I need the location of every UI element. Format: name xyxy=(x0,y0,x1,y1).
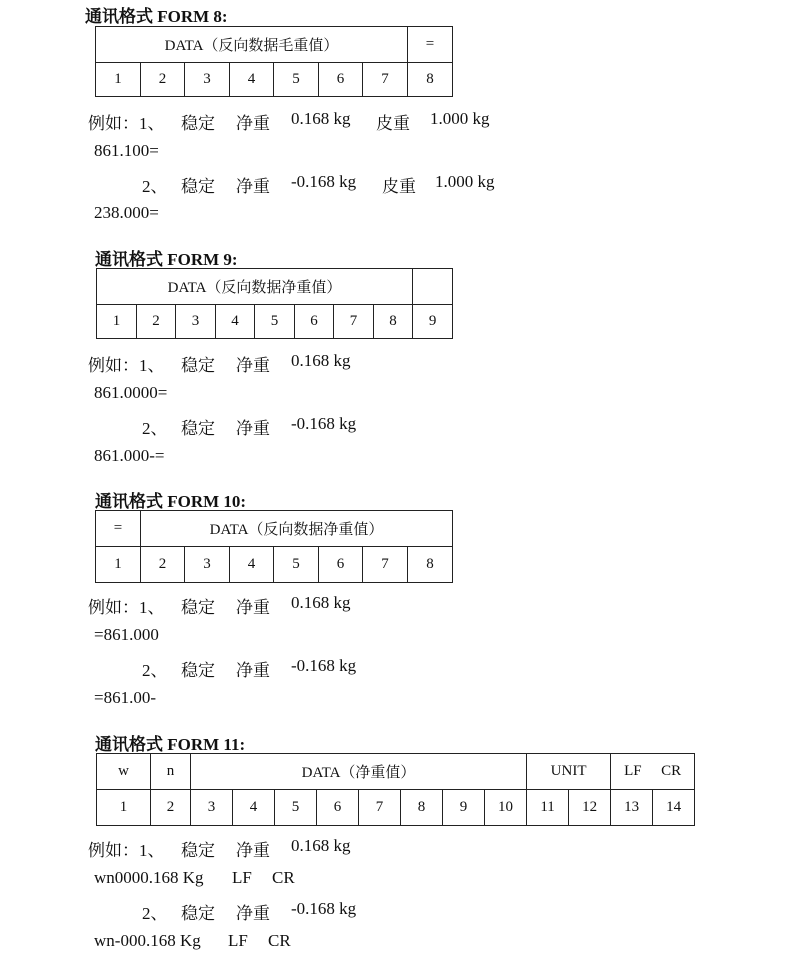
example-tare-label: 皮重 xyxy=(382,177,416,196)
example-status: 稳定 xyxy=(181,661,215,680)
result-lf: LF xyxy=(232,868,252,887)
example-status: 稳定 xyxy=(181,356,215,375)
result-cr: CR xyxy=(272,868,295,887)
example-prefix: 2、 xyxy=(142,661,168,680)
example-mode: 净重 xyxy=(236,356,270,375)
example-status: 稳定 xyxy=(181,904,215,923)
form9-byte-4: 4 xyxy=(216,305,255,339)
form8-byte-7: 7 xyxy=(363,63,408,97)
example-status: 稳定 xyxy=(181,177,215,196)
example-weight: 0.168 kg xyxy=(291,593,351,612)
form9-byte-9: 9 xyxy=(413,305,453,339)
example-prefix: 例如：1、 xyxy=(88,356,165,375)
form11-byte-5: 5 xyxy=(275,790,317,826)
form11-byte-11: 11 xyxy=(527,790,569,826)
form11-data-cell: DATA（净重值） xyxy=(191,754,527,790)
form8-result-1: 861.100= xyxy=(94,141,159,160)
example-prefix: 2、 xyxy=(142,177,168,196)
example-prefix: 例如：1、 xyxy=(88,114,165,133)
form10-byte-7: 7 xyxy=(363,547,408,583)
example-weight: -0.168 kg xyxy=(291,172,357,191)
form10-byte-4: 4 xyxy=(230,547,274,583)
form10-byte-5: 5 xyxy=(274,547,319,583)
form10-title: 通讯格式 FORM 10: xyxy=(95,492,247,511)
form10-byte-6: 6 xyxy=(319,547,363,583)
example-mode: 净重 xyxy=(236,177,270,196)
form11-byte-6: 6 xyxy=(317,790,359,826)
form11-byte-4: 4 xyxy=(233,790,275,826)
result-value: wn0000.168 Kg xyxy=(94,868,204,887)
form9-byte-3: 3 xyxy=(176,305,216,339)
form9-byte-1: 1 xyxy=(97,305,137,339)
form9-title: 通讯格式 FORM 9: xyxy=(95,250,238,269)
form8-title: 通讯格式 FORM 8: xyxy=(85,7,228,26)
form9-table xyxy=(96,268,453,339)
example-tare-value: 1.000 kg xyxy=(435,172,495,191)
example-status: 稳定 xyxy=(181,841,215,860)
result-lf: LF xyxy=(228,931,248,950)
example-mode: 净重 xyxy=(236,114,270,133)
form8-byte-8: 8 xyxy=(408,63,453,97)
form9-byte-7: 7 xyxy=(334,305,374,339)
form11-byte-3: 3 xyxy=(191,790,233,826)
form9-result-2: 861.000-= xyxy=(94,446,165,465)
form11-table xyxy=(96,753,695,826)
form9-byte-2: 2 xyxy=(137,305,176,339)
example-tare-value: 1.000 kg xyxy=(430,109,490,128)
form11-byte-10: 10 xyxy=(485,790,527,826)
example-mode: 净重 xyxy=(236,841,270,860)
form10-data-cell: DATA（反向数据净重值） xyxy=(141,511,453,547)
example-tare-label: 皮重 xyxy=(376,114,410,133)
form10-result-1: =861.000 xyxy=(94,625,159,644)
example-prefix: 2、 xyxy=(142,904,168,923)
example-weight: 0.168 kg xyxy=(291,351,351,370)
form8-result-2: 238.000= xyxy=(94,203,159,222)
form11-byte-8: 8 xyxy=(401,790,443,826)
example-weight: -0.168 kg xyxy=(291,414,357,433)
form10-byte-2: 2 xyxy=(141,547,185,583)
form10-byte-1: 1 xyxy=(96,547,141,583)
form10-result-2: =861.00- xyxy=(94,688,156,707)
example-prefix: 2、 xyxy=(142,419,168,438)
form11-byte-12: 12 xyxy=(569,790,611,826)
form11-byte-2: 2 xyxy=(151,790,191,826)
form9-byte-5: 5 xyxy=(255,305,295,339)
form8-byte-5: 5 xyxy=(274,63,319,97)
form11-n-cell: n xyxy=(151,754,191,790)
example-weight: 0.168 kg xyxy=(291,109,351,128)
example-mode: 净重 xyxy=(236,904,270,923)
form11-byte-1: 1 xyxy=(97,790,151,826)
form8-byte-3: 3 xyxy=(185,63,230,97)
lf-label: LF xyxy=(624,763,642,779)
form11-title: 通讯格式 FORM 11: xyxy=(95,735,246,754)
example-mode: 净重 xyxy=(236,419,270,438)
form8-end-cell: = xyxy=(408,27,453,63)
example-prefix: 例如：1、 xyxy=(88,841,165,860)
form8-table xyxy=(95,26,453,97)
form9-byte-6: 6 xyxy=(295,305,334,339)
form9-end-cell xyxy=(413,269,453,305)
form11-byte-13: 13 xyxy=(611,790,653,826)
form9-data-cell: DATA（反向数据净重值） xyxy=(97,269,413,305)
example-weight: -0.168 kg xyxy=(291,899,357,918)
example-status: 稳定 xyxy=(181,598,215,617)
example-weight: -0.168 kg xyxy=(291,656,357,675)
example-status: 稳定 xyxy=(181,114,215,133)
example-mode: 净重 xyxy=(236,598,270,617)
form11-byte-7: 7 xyxy=(359,790,401,826)
form8-byte-6: 6 xyxy=(319,63,363,97)
example-prefix: 例如：1、 xyxy=(88,598,165,617)
form11-w-cell: w xyxy=(97,754,151,790)
example-status: 稳定 xyxy=(181,419,215,438)
form11-byte-9: 9 xyxy=(443,790,485,826)
form11-lfcr-cell xyxy=(611,754,695,790)
example-weight: 0.168 kg xyxy=(291,836,351,855)
form10-byte-3: 3 xyxy=(185,547,230,583)
form8-byte-4: 4 xyxy=(230,63,274,97)
form9-byte-8: 8 xyxy=(374,305,413,339)
result-cr: CR xyxy=(268,931,291,950)
form8-data-cell: DATA（反向数据毛重值） xyxy=(96,27,408,63)
example-mode: 净重 xyxy=(236,661,270,680)
form10-table xyxy=(95,510,453,583)
form9-result-1: 861.0000= xyxy=(94,383,168,402)
form8-byte-1: 1 xyxy=(96,63,141,97)
result-value: wn-000.168 Kg xyxy=(94,931,201,950)
form10-start-cell: = xyxy=(96,511,141,547)
form11-unit-cell: UNIT xyxy=(527,754,611,790)
form10-byte-8: 8 xyxy=(408,547,453,583)
form8-byte-2: 2 xyxy=(141,63,185,97)
form11-byte-14: 14 xyxy=(653,790,695,826)
cr-label: CR xyxy=(661,763,682,779)
